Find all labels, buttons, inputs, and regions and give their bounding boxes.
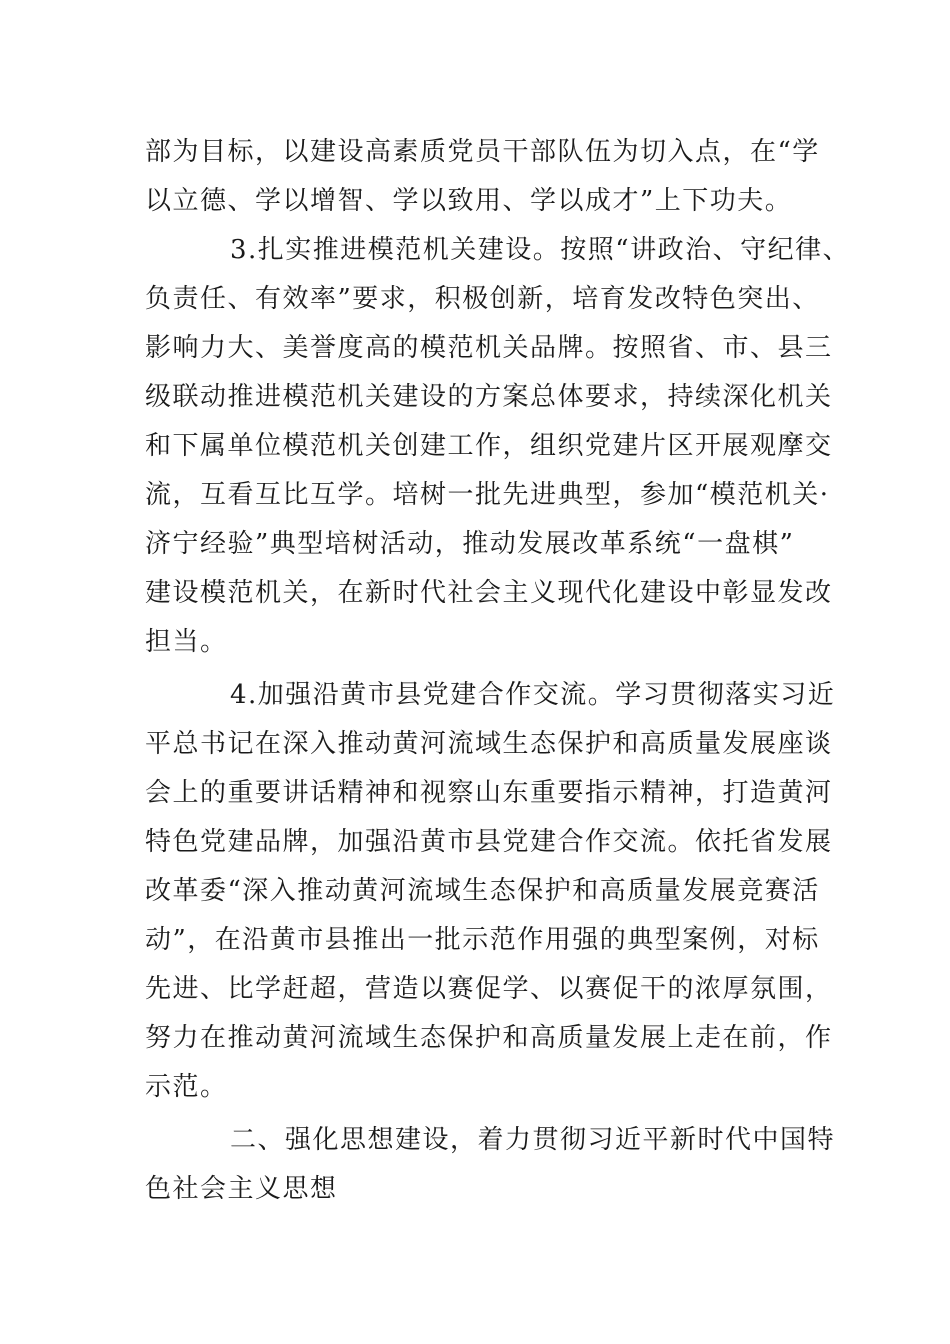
text-line: 影响力大、美誉度高的模范机关品牌。按照省、市、县三 <box>145 333 833 363</box>
section-2-heading-line: 二、强化思想建设，着力贯彻习近平新时代中国特 <box>230 1125 836 1155</box>
text-line: 流，互看互比互学。培树一批先进典型，参加“模范机关· <box>145 480 830 510</box>
section-2-heading-line: 色社会主义思想 <box>145 1174 338 1204</box>
text-line: 特色党建品牌，加强沿黄市县党建合作交流。依托省发展 <box>145 827 833 857</box>
text-line: 级联动推进模范机关建设的方案总体要求，持续深化机关 <box>145 382 833 412</box>
text-line: 部为目标，以建设高素质党员干部队伍为切入点，在“学 <box>145 137 820 167</box>
text-line: 会上的重要讲话精神和视察山东重要指示精神，打造黄河 <box>145 778 833 808</box>
text-line: 改革委“深入推动黄河流域生态保护和高质量发展竞赛活 <box>145 876 820 906</box>
text-line: 负责任、有效率”要求，积极创新，培育发改特色突出、 <box>145 284 820 314</box>
text-line: 和下属单位模范机关创建工作，组织党建片区开展观摩交 <box>145 431 833 461</box>
text-line: 示范。 <box>145 1072 228 1102</box>
text-line: 平总书记在深入推动黄河流域生态保护和高质量发展座谈 <box>145 729 833 759</box>
text-line: 担当。 <box>145 627 228 657</box>
text-line: 建设模范机关，在新时代社会主义现代化建设中彰显发改 <box>145 578 833 608</box>
text-line: 动”，在沿黄市县推出一批示范作用强的典型案例，对标 <box>145 925 820 955</box>
text-line: 以立德、学以增智、学以致用、学以成才”上下功夫。 <box>145 186 793 216</box>
item-4-heading-line: 4.加强沿黄市县党建合作交流。学习贯彻落实习近 <box>230 680 836 710</box>
item-3-heading-line: 3.扎实推进模范机关建设。按照“讲政治、守纪律、 <box>230 235 851 265</box>
text-line: 努力在推动黄河流域生态保护和高质量发展上走在前，作 <box>145 1023 833 1053</box>
text-line: 济宁经验”典型培树活动，推动发展改革系统“一盘棋” <box>145 529 795 559</box>
text-line: 先进、比学赶超，营造以赛促学、以赛促干的浓厚氛围， <box>145 974 833 1004</box>
